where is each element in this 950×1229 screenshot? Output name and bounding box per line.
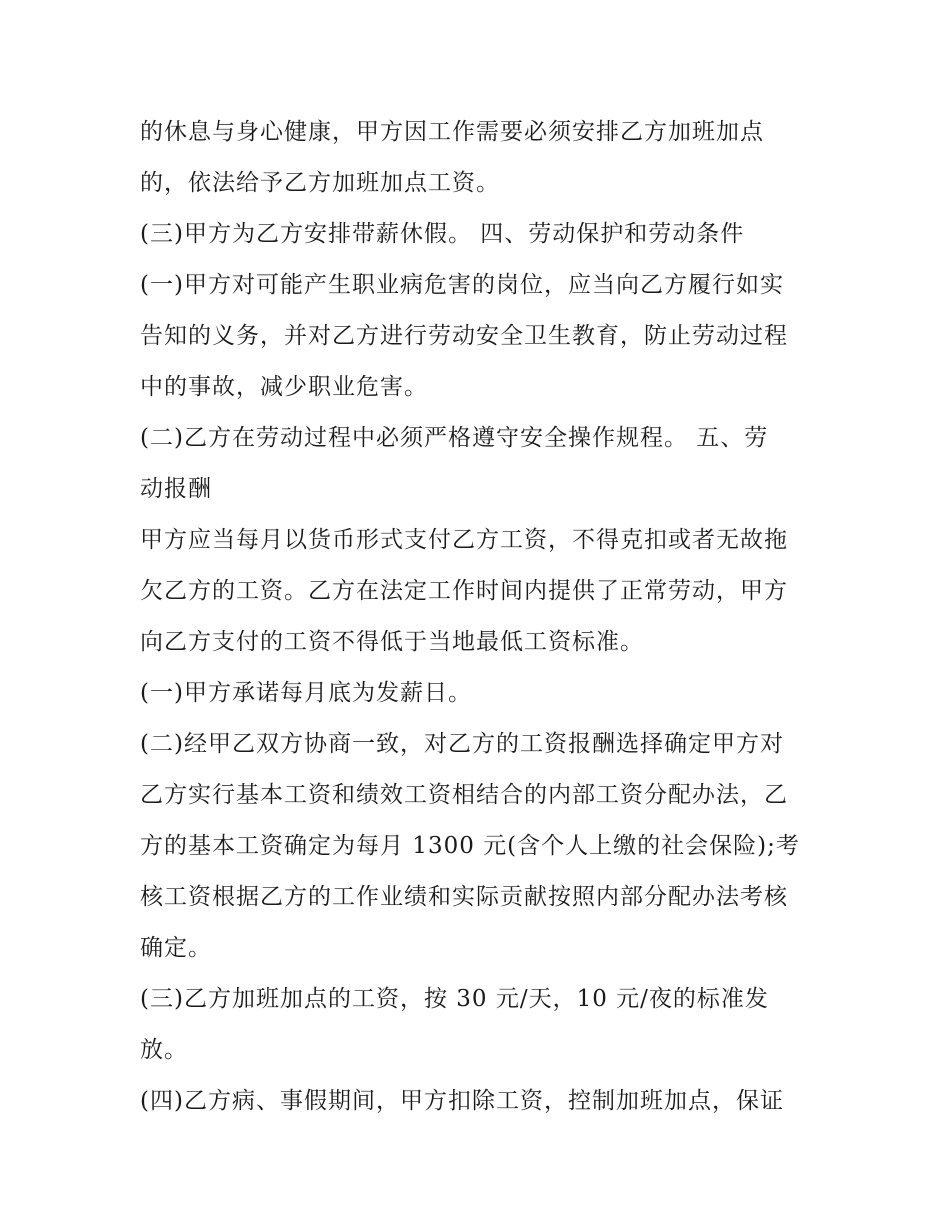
text-line: 甲方应当每月以货币形式支付乙方工资，不得克扣或者无故拖 xyxy=(140,527,788,553)
text-line: 确定。 xyxy=(140,935,212,961)
text-line: 动报酬 xyxy=(140,476,212,502)
text-line: (二)经甲乙双方协商一致，对乙方的工资报酬选择确定甲方对 xyxy=(140,731,784,757)
text-line: 方的基本工资确定为每月 1300 元(含个人上缴的社会保险);考 xyxy=(140,833,800,859)
text-line: 的，依法给予乙方加班加点工资。 xyxy=(140,170,500,196)
text-line: (三)乙方加班加点的工资，按 30 元/天，10 元/夜的标准发 xyxy=(140,986,769,1012)
document-body xyxy=(140,107,820,1127)
text-line: 告知的义务，并对乙方进行劳动安全卫生教育，防止劳动过程 xyxy=(140,323,788,349)
text-line: 核工资根据乙方的工作业绩和实际贡献按照内部分配办法考核 xyxy=(140,884,788,910)
text-line: 中的事故，减少职业危害。 xyxy=(140,374,428,400)
text-line: 向乙方支付的工资不得低于当地最低工资标准。 xyxy=(140,629,644,655)
text-line: 的休息与身心健康，甲方因工作需要必须安排乙方加班加点 xyxy=(140,119,764,145)
text-line: (四)乙方病、事假期间，甲方扣除工资，控制加班加点，保证 xyxy=(140,1088,784,1114)
text-line: (一)甲方承诺每月底为发薪日。 xyxy=(140,680,472,706)
text-line: 放。 xyxy=(140,1037,188,1063)
text-line: 欠乙方的工资。乙方在法定工作时间内提供了正常劳动，甲方 xyxy=(140,578,788,604)
text-line: (三)甲方为乙方安排带薪休假。 四、劳动保护和劳动条件 xyxy=(140,221,745,247)
text-line: (一)甲方对可能产生职业病危害的岗位，应当向乙方履行如实 xyxy=(140,272,784,298)
text-line: (二)乙方在劳动过程中必须严格遵守安全操作规程。 五、劳 xyxy=(140,425,769,451)
text-line: 乙方实行基本工资和绩效工资相结合的内部工资分配办法，乙 xyxy=(140,782,788,808)
